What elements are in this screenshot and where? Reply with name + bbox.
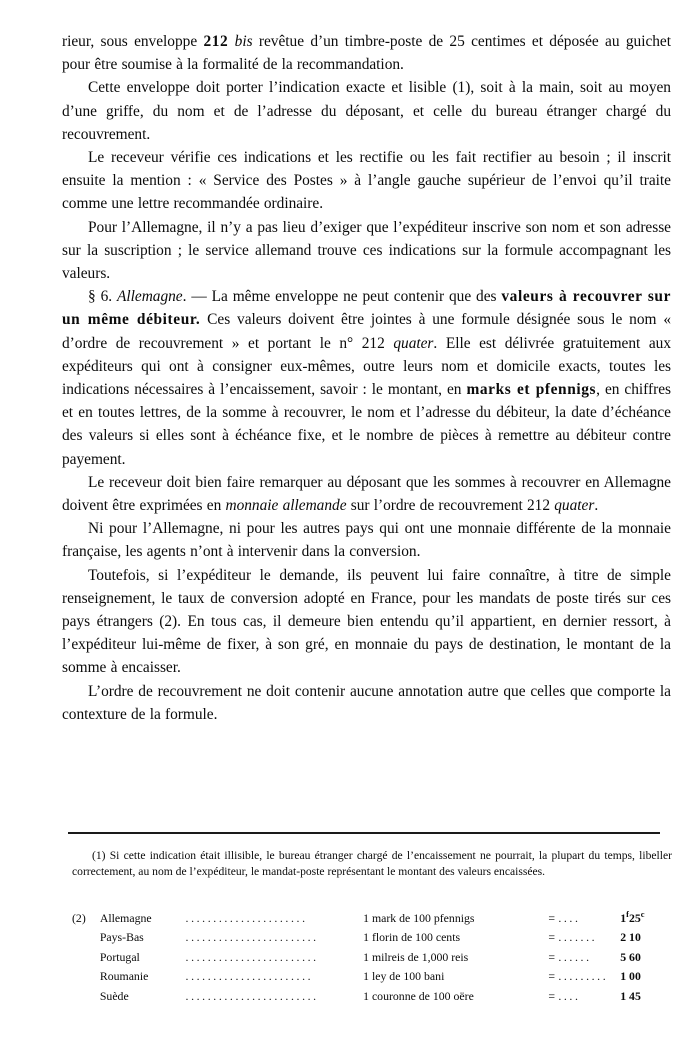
country-name: Pays-Bas (99, 930, 144, 945)
centime-unit: c (640, 909, 645, 919)
text-run: Le receveur doit bien faire remarquer au déposant que les sommes à recouvrer en Allemagne doivent être exprimées en (62, 473, 671, 515)
text-run: bis (234, 33, 253, 50)
text-run: quater (393, 334, 434, 352)
value-integer: 1 (620, 910, 627, 925)
text-run: Le receveur vérifie ces indications et les rectifie ou les fait rectifier au besoin ; il inscrit ensuite la mention : « Service des Postes » à l’angle gauche supérieur de l’envoi qu’il traite comme une lettre recommandée ordinaire. (62, 149, 671, 213)
body-paragraph (62, 285, 671, 471)
table-row (72, 928, 672, 947)
body-paragraph (62, 30, 671, 76)
text-run: . — La même enveloppe ne peut contenir que des (182, 288, 502, 306)
conversion-value (620, 948, 672, 967)
currency-description: 1 mark de 100 pfennigs (363, 910, 475, 925)
country-name: Suède (99, 988, 129, 1003)
value-amount: 1 45 (620, 988, 641, 1003)
footnote-1: (1) Si cette indication était illisible, le bureau étranger chargé de l’encaissement ne pourrait, la plupart du temps, libeller correctement, au nom de l’expéditeur, le mandat-poste représentant le montant des valeurs encaissées. (72, 849, 672, 879)
value-amount: 5 60 (620, 949, 641, 964)
footnote-separator-rule (68, 832, 660, 834)
conversion-value (620, 928, 672, 947)
body-paragraph (62, 471, 671, 517)
conversion-value (620, 905, 672, 928)
leader-dots: ........................ (185, 988, 319, 1003)
body-paragraph (62, 680, 671, 726)
equals-sign: = (548, 910, 556, 925)
body-paragraph (62, 517, 671, 563)
text-run: . Elle est délivrée gratuitement aux expéditeurs qui ont à consigner eux-mêmes, outre leurs nom et domicile exacts, toutes les indications nécessaires à l’encaissement, savoir : le montant, en (62, 334, 672, 399)
currency-conversion-table (72, 905, 672, 1006)
text-run: Cette enveloppe doit porter l’indication exacte et lisible (1), soit à la main, soit au moyen d’une griffe, du nom et de l’adresse du déposant, et celle du bureau étranger chargé du recouvrement. (62, 79, 671, 143)
row-marker: (2) (72, 910, 86, 925)
equals-sign: = (548, 949, 556, 964)
row-marker (72, 948, 100, 967)
table-row (72, 967, 672, 986)
leader-dots: ....................... (185, 969, 314, 984)
text-run: 212 (203, 33, 229, 50)
country-name: Portugal (99, 949, 140, 964)
currency-description: 1 milreis de 1,000 reis (363, 949, 469, 964)
equals-sign: = (548, 930, 556, 945)
equals-sign: = (548, 969, 556, 984)
table-row (72, 948, 672, 967)
text-run: Allemagne (116, 288, 183, 306)
text-run: valeurs à recouvrer sur un même débiteur. (62, 288, 672, 329)
country-name: Roumanie (99, 969, 149, 984)
text-run: sur l’ordre de recouvrement 212 (346, 497, 555, 515)
text-run: revêtue d’un timbre-poste de 25 centimes et déposée au guichet pour être soumise à la formalité de la recommandation. (62, 33, 671, 74)
table-row (72, 987, 672, 1006)
text-run: Ni pour l’Allemagne, ni pour les autres pays qui ont une monnaie différente de la monnaie française, les agents n’ont à intervenir dans la conversion. (62, 520, 671, 561)
trailing-dots: ....... (558, 930, 598, 945)
text-run: . (594, 497, 599, 515)
leader-dots: ...................... (185, 910, 308, 925)
trailing-dots: .... (558, 988, 581, 1003)
table-row (72, 905, 672, 928)
currency-description: 1 florin de 100 cents (363, 930, 461, 945)
body-paragraph (62, 216, 671, 286)
row-marker (72, 967, 100, 986)
equals-sign: = (548, 988, 556, 1003)
footnotes-block (72, 848, 672, 881)
text-run: L’ordre de recouvrement ne doit contenir aucune annotation autre que celles que comporte la contexture de la formule. (62, 682, 671, 723)
franc-unit: f (626, 909, 629, 919)
text-run: , en chiffres et en toutes lettres, de la somme à recouvrer, le nom et l’adresse du débiteur, la date d’échéance des valeurs si elles sont à échéance fixe, et le nombre de pièces à remettre au débiteur contre payement. (62, 381, 671, 468)
text-run: rieur, sous enveloppe (62, 33, 204, 50)
text-run: Toutefois, si l’expéditeur le demande, ils peuvent lui faire connaître, à titre de simple renseignement, le taux de conversion adopté en France, pour les mandats de poste tirés sur ces pays étrangers (2). En tous cas, il demeure bien entendu qu’il appartient, en dernier ressort, à l’expéditeur lui-même de fixer, à son gré, en monnaie du pays de destination, le montant de la somme à encaisser. (62, 566, 671, 677)
leader-dots: ........................ (185, 949, 319, 964)
text-run: monnaie allemande (225, 497, 347, 515)
leader-dots: ........................ (185, 930, 319, 945)
body-paragraph (62, 76, 671, 146)
currency-description: 1 couronne de 100 oëre (363, 988, 474, 1003)
currency-description: 1 ley de 100 bani (363, 969, 445, 984)
country-name: Allemagne (99, 910, 152, 925)
row-marker (72, 987, 100, 1006)
trailing-dots: ...... (558, 949, 592, 964)
value-amount: 1 00 (620, 969, 641, 984)
text-run: Pour l’Allemagne, il n’y a pas lieu d’exiger que l’expéditeur inscrive son nom et son adresse sur la suscription ; le service allemand trouve ces indications sur la formule accompagnant les valeurs. (62, 218, 671, 283)
text-run: quater (554, 497, 595, 515)
body-paragraph (62, 146, 671, 216)
conversion-value (620, 987, 672, 1006)
body-paragraph (62, 564, 671, 680)
trailing-dots: .... (558, 910, 581, 925)
body-text-block (62, 30, 671, 726)
text-run: § 6. (88, 288, 117, 306)
trailing-dots: ......... (558, 969, 609, 984)
row-marker (72, 928, 100, 947)
text-run: marks et pfennigs (466, 381, 597, 399)
text-run: Ces valeurs doivent être jointes à une formule désignée sous le nom « d’ordre de recouvrement » et portant le n° 212 (62, 311, 671, 352)
value-fraction: 25 (628, 910, 641, 925)
conversion-value (620, 967, 672, 986)
currency-table (72, 905, 672, 1006)
value-amount: 2 10 (620, 930, 641, 945)
